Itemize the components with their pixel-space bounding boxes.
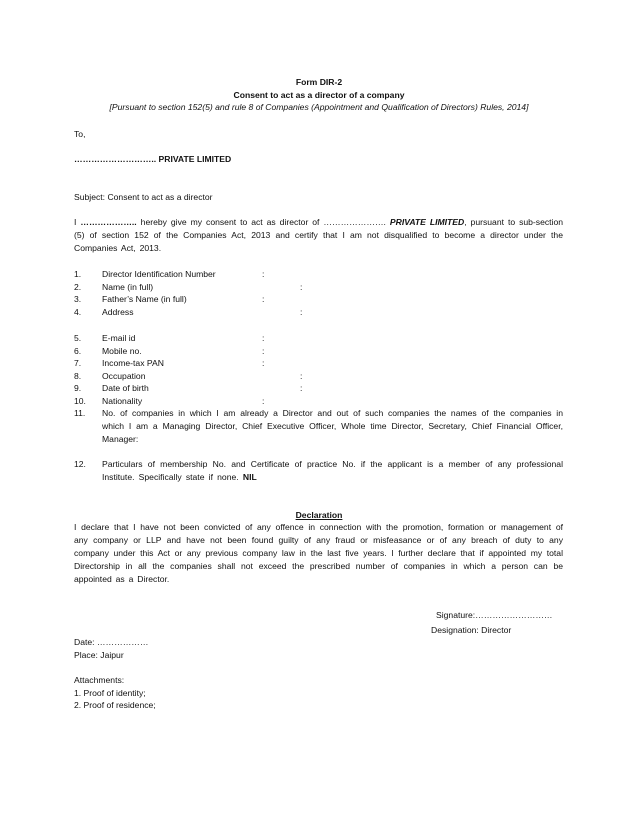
declaration-text: I declare that I have not been convicted of any offence in connection with the promotion, formation or management of any company or LLP and have not been found guilty of any fraud or misfeasance or of any breach of duty to any company under this Act or any previous company law in the last five years. I further declare that if appointed my total Directorship in all the companies shall not exceed the prescribed number of companies in which a person can be appointed as a Director. (74, 522, 563, 584)
date-line: Date: ……………… (74, 637, 149, 647)
field-number: 5. (74, 333, 82, 343)
field-membership-value: NIL (242, 472, 257, 482)
field-colon: : (300, 307, 303, 317)
field-row-dob (0, 382, 638, 395)
field-number: 10. (74, 396, 86, 406)
field-label: E-mail id (102, 333, 136, 343)
addressee-company-name: PRIVATE LIMITED (158, 154, 232, 164)
subject-line: Subject: Consent to act as a director (74, 192, 213, 202)
field-colon: : (262, 269, 265, 279)
field-row-directorships (0, 407, 638, 447)
field-label: Date of birth (102, 383, 149, 393)
field-label: Income-tax PAN (102, 358, 164, 368)
field-colon: : (262, 358, 265, 368)
signature-line: Signature:……………………… (436, 610, 553, 620)
addressee-company (74, 153, 231, 166)
field-label: No. of companies in which I am already a Director and out of such companies the names of the companies in which I am a Managing Director, Chief Executive Officer, Whole time Director, Secretary, Chief Financial Officer, Manager: (102, 408, 563, 444)
attachments-title: Attachments: (74, 675, 125, 685)
field-colon: : (262, 333, 265, 343)
field-colon: : (300, 371, 303, 381)
consent-name-blank: ……………….. (80, 217, 137, 227)
field-label: Address (102, 307, 134, 317)
field-number: 11. (74, 408, 86, 418)
field-colon: : (262, 396, 265, 406)
field-number: 12. (74, 459, 86, 469)
field-colon: : (300, 383, 303, 393)
field-label: Nationality (102, 396, 143, 406)
addressee-dots: ……………………….. (74, 154, 157, 164)
form-number: Form DIR-2 (295, 77, 343, 87)
field-row-email (0, 332, 638, 345)
form-title: Consent to act as a director of a company (233, 90, 405, 100)
consent-i: I (74, 217, 77, 227)
field-row-father-name (0, 293, 638, 306)
field-label: Name (in full) (102, 282, 154, 292)
field-label: Director Identification Number (102, 269, 216, 279)
field-number: 9. (74, 383, 82, 393)
attachment-item: 1. Proof of identity; (74, 688, 146, 698)
field-label: Mobile no. (102, 346, 142, 356)
field-row-membership (0, 458, 638, 486)
field-number: 3. (74, 294, 82, 304)
field-row-address (0, 306, 638, 319)
field-label (102, 458, 563, 484)
field-colon: : (262, 346, 265, 356)
field-colon: : (262, 294, 265, 304)
field-number: 4. (74, 307, 82, 317)
field-label: Occupation (102, 371, 146, 381)
consent-paragraph (74, 216, 563, 255)
field-number: 1. (74, 269, 82, 279)
consent-text: hereby give my consent to act as director of …………………. (140, 217, 386, 227)
field-row-pan (0, 357, 638, 370)
consent-company: PRIVATE LIMITED (389, 217, 465, 227)
designation-line: Designation: Director (431, 625, 512, 635)
attachment-item: 2. Proof of residence; (74, 700, 156, 710)
field-number: 2. (74, 282, 82, 292)
field-number: 8. (74, 371, 82, 381)
field-number: 7. (74, 358, 82, 368)
declaration-heading: Declaration (295, 510, 343, 520)
field-label: Father’s Name (in full) (102, 294, 187, 304)
to-line: To, (74, 129, 86, 139)
consent-text-rest: , pursuant to sub-section (5) of section 152 of the Companies Act, 2013 and certify that I am not disqualified to become a director under the Companies Act, 2013. (74, 217, 564, 253)
form-citation: [Pursuant to section 152(5) and rule 8 of Companies (Appointment and Qualification of Directors) Rules, 2014] (109, 102, 529, 112)
field-row-din (0, 268, 638, 281)
place-line: Place: Jaipur (74, 650, 124, 660)
field-number: 6. (74, 346, 82, 356)
field-colon: : (300, 282, 303, 292)
field-membership-text: Particulars of membership No. and Certificate of practice No. if the applicant is a member of any professional Institute. Specifically state if none. (102, 459, 563, 482)
